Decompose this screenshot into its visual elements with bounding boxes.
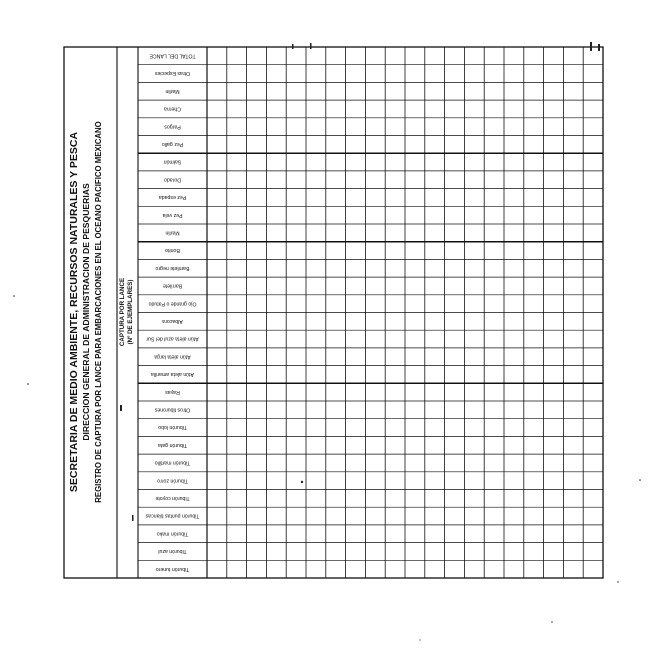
species-label: Otros tiburones xyxy=(154,406,191,413)
section-label: CAPTURA POR LANCE xyxy=(119,277,126,347)
species-label: Bonito xyxy=(165,247,180,254)
species-label: Tiburón tunero xyxy=(155,565,190,572)
species-label: Marlin xyxy=(165,87,180,94)
form-subtitle: DIRECCION GENERAL DE ADMINISTRACION DE PESQUERIAS xyxy=(81,183,91,441)
species-label: Tiburón zorro xyxy=(157,477,188,484)
species-label: Tiburón mako xyxy=(156,530,189,537)
entry-grid xyxy=(138,47,603,578)
species-label: Rayas xyxy=(165,388,180,395)
species-label: Cherna xyxy=(163,105,182,112)
species-label: Ojo grande o Patudo xyxy=(148,300,197,307)
species-label: Tiburón martillo xyxy=(154,459,191,466)
scan-specks xyxy=(13,42,641,641)
species-label: Marlin xyxy=(165,229,180,236)
species-label: Salmón xyxy=(163,158,182,165)
species-label: Atún aleta larga xyxy=(154,353,191,360)
species-labels xyxy=(145,52,199,571)
species-label: Atún aleta amarilla xyxy=(151,371,194,378)
species-label: Barrilete xyxy=(162,282,183,289)
species-label: Tiburón coyote xyxy=(155,494,190,501)
catch-record-form xyxy=(64,47,603,578)
species-label: Otras Especies xyxy=(154,70,191,77)
species-label: Pez gallo xyxy=(161,140,184,147)
species-label: Pargos xyxy=(164,123,181,130)
species-label: Tiburón azul xyxy=(158,548,187,555)
species-label: Tiburón puntas blancas xyxy=(145,512,200,519)
species-label: Pez vela xyxy=(162,211,183,218)
species-label: Tiburón lobo xyxy=(158,424,187,431)
form-title: SECRETARIA DE MEDIO AMBIENTE, RECURSOS NATURALES Y PESCA xyxy=(68,131,80,493)
species-label: Tiburón gata xyxy=(158,441,187,448)
register-title: REGISTRO DE CAPTURA POR LANCE PARA EMBARCACIONES EN EL OCEANO PACIFICO MEXICANO xyxy=(94,121,103,503)
species-label: Pez espada xyxy=(158,194,187,201)
species-label: Barrilete negro xyxy=(155,264,190,271)
section-sublabel: (Nº DE EJEMPLARES) xyxy=(127,279,134,345)
species-label: Atún aleta azul del Sur xyxy=(146,335,199,342)
species-label: TOTAL DEL LANCE xyxy=(149,52,196,59)
species-label: Dorado xyxy=(163,176,182,183)
species-label: Albacora xyxy=(162,317,183,324)
